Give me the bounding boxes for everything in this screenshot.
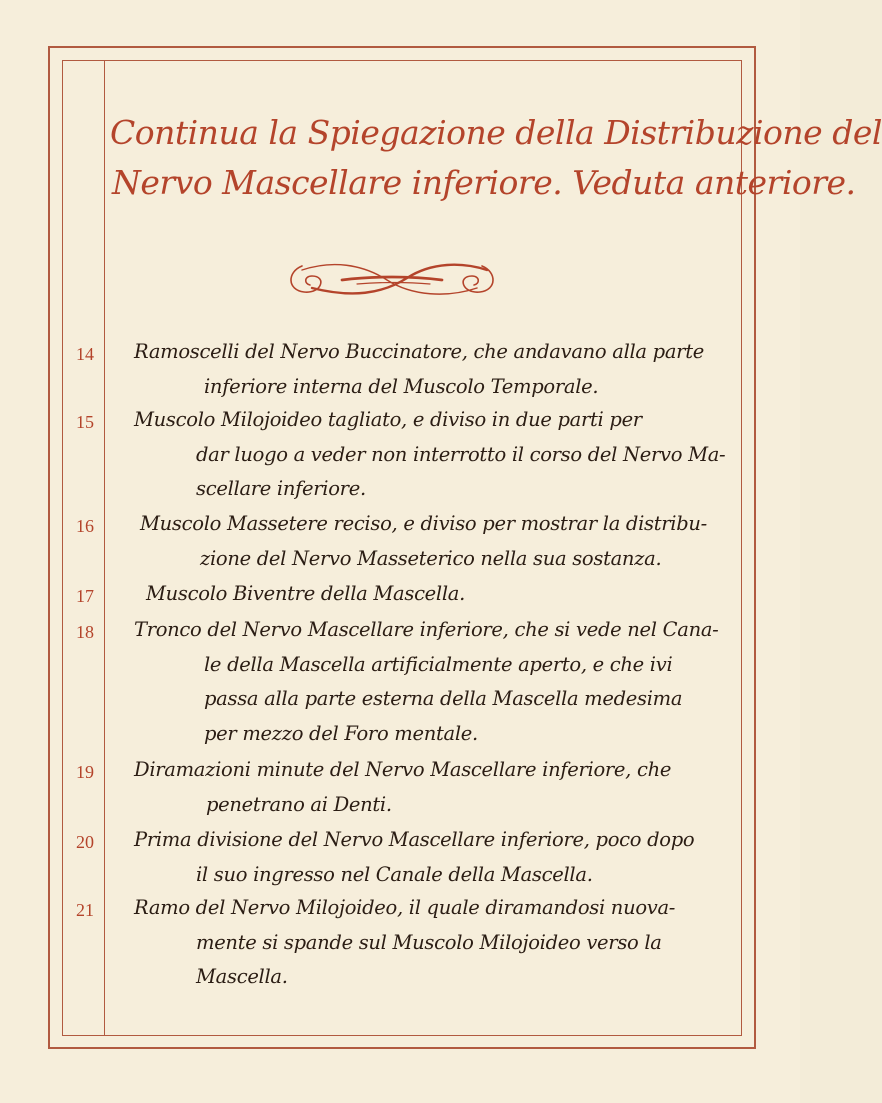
page-title xyxy=(110,108,882,208)
entry-number: 17 xyxy=(76,586,94,606)
entry-text-line: dar luogo a veder non interrotto il corso del Nervo Ma- xyxy=(196,442,726,466)
entry-text-line: Muscolo Milojoideo tagliato, e diviso in due parti per xyxy=(134,408,642,431)
entry-text-line: Ramo del Nervo Milojoideo, il quale diramandosi nuova- xyxy=(134,896,676,919)
calligraphic-flourish xyxy=(282,248,502,312)
entry-text-line: passa alla parte esterna della Mascella medesima xyxy=(204,687,683,710)
entry-number: 16 xyxy=(76,516,94,536)
entry-text-line: Muscolo Massetere reciso, e diviso per mostrar la distribu- xyxy=(140,512,707,535)
entry-text-line: penetrano ai Denti. xyxy=(206,792,392,816)
entry-text-line: Ramoscelli del Nervo Buccinatore, che andavano alla parte xyxy=(134,340,704,363)
entry-text-line: Tronco del Nervo Mascellare inferiore, che si vede nel Cana- xyxy=(134,618,719,641)
entry-text-line: Muscolo Biventre della Mascella. xyxy=(146,582,466,605)
entry-text-line: Prima divisione del Nervo Mascellare inferiore, poco dopo xyxy=(134,828,695,851)
entry-text-line: per mezzo del Foro mentale. xyxy=(204,721,478,745)
entry-text-line: le della Mascella artificialmente aperto, e che ivi xyxy=(204,652,673,676)
entry-text-line: il suo ingresso nel Canale della Mascella. xyxy=(196,862,593,886)
entry-text-line: inferiore interna del Muscolo Temporale. xyxy=(204,374,599,398)
entry-text-line: mente si spande sul Muscolo Milojoideo verso la xyxy=(196,930,662,954)
title-line-2: Nervo Mascellare inferiore. Veduta anteriore. xyxy=(112,163,856,202)
entry-text-line: Diramazioni minute del Nervo Mascellare inferiore, che xyxy=(134,758,672,781)
entry-number: 20 xyxy=(76,832,94,852)
title-line-1: Continua la Spiegazione della Distribuzione del xyxy=(110,113,882,152)
entry-number: 19 xyxy=(76,762,94,782)
margin-rule xyxy=(104,60,105,1036)
entry-text-line: scellare inferiore. xyxy=(196,477,366,500)
entry-number: 21 xyxy=(76,900,94,920)
entry-text-line: Mascella. xyxy=(196,965,288,988)
entry-number: 14 xyxy=(76,344,94,364)
entry-number: 18 xyxy=(76,622,94,642)
entry-text-line: zione del Nervo Masseterico nella sua sostanza. xyxy=(200,546,662,570)
entry-number: 15 xyxy=(76,412,94,432)
